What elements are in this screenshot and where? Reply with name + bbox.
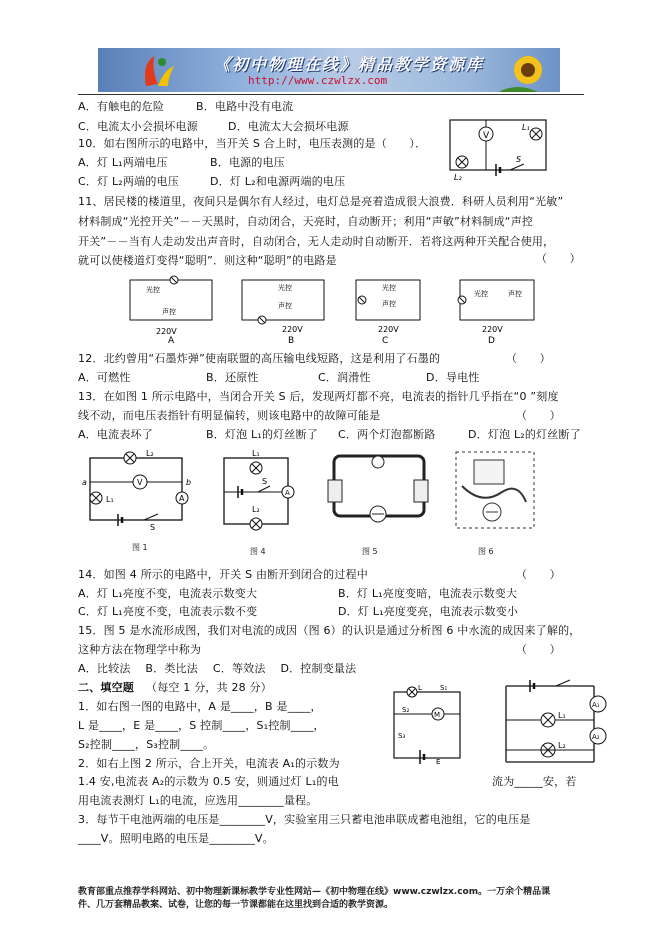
fill-2-line-2-end: 流为_____安，若 [492, 775, 577, 788]
q11d-letter: D [488, 336, 495, 346]
q11-circuit-a [126, 274, 216, 344]
q11b-light-label: 光控 [278, 284, 292, 292]
fig1-a-label: A [179, 494, 185, 503]
q14-stem: 14．如图 4 所示的电路中，开关 S 由断开到闭合的过程中 [78, 568, 368, 581]
fill2-a2-label: A₂ [592, 733, 600, 741]
header-rule [78, 94, 584, 95]
q9-option-a: A．有触电的危险 [78, 100, 165, 113]
q11c-volt-label: 220V [378, 325, 399, 334]
q9-option-b: B．电路中没有电流 [196, 100, 294, 113]
header-banner [98, 48, 560, 92]
q10-voltmeter-label: V [483, 131, 490, 141]
fig1-point-a: a [82, 478, 87, 487]
q14-answer-paren: （ ） [516, 568, 561, 581]
fill-1-line-3: S₂控制____，S₃控制____。 [78, 738, 215, 751]
fig1-l1-label: L₁ [106, 495, 114, 504]
q11d-sound-label: 声控 [508, 290, 522, 298]
q14-option-a: A．灯 L₁亮度不变，电流表示数变大 [78, 587, 258, 600]
q10-l1-label: L₁ [522, 123, 530, 132]
q15-options: A．比较法 B．类比法 C．等效法 D．控制变量法 [78, 662, 357, 675]
q11-circuit-b [238, 274, 328, 344]
q11-line-3: 开关”－－当有人走动发出声音时，自动闭合，无人走动时自动断开．若将这两种开关配合使用， [78, 235, 555, 248]
figure-1-caption: 图 1 [132, 543, 148, 552]
fill-1-circuit-diagram [384, 684, 474, 766]
q12-option-a: A．可燃性 [78, 371, 131, 384]
q14-option-c: C．灯 L₁亮度不变，电流表示数不变 [78, 605, 258, 618]
fill2-a1-label: A₁ [592, 701, 600, 709]
logo-icon [138, 50, 178, 90]
q13-option-a: A．电流表坏了 [78, 428, 153, 441]
fill1-s1-label: S₁ [440, 684, 448, 692]
q11-circuit-c [352, 274, 442, 344]
q10-option-a: A．灯 L₁两端电压 [78, 156, 168, 169]
q11d-light-label: 光控 [474, 290, 488, 298]
q11b-volt-label: 220V [282, 325, 303, 334]
fill-2-line-1: 2．如右上图 2 所示，合上开关，电流表 A₁的示数为 [78, 757, 340, 770]
q12-stem: 12．北约曾用“石墨炸弹”使南联盟的高压输电线短路，这是利用了石墨的 [78, 352, 441, 365]
q11-answer-paren: （ ） [536, 252, 581, 265]
q10-circuit-diagram [446, 112, 556, 184]
q11c-sound-label: 声控 [382, 300, 396, 308]
figure-6-water-diagram [452, 446, 542, 532]
fill1-l-label: L [418, 684, 422, 692]
q11c-letter: C [382, 336, 389, 346]
q10-option-d: D．灯 L₂和电源两端的电压 [210, 175, 346, 188]
fig4-a-label: A [285, 489, 290, 497]
q11c-light-label: 光控 [382, 284, 396, 292]
figure-6-caption: 图 6 [478, 547, 494, 556]
page-footer [78, 886, 588, 912]
fig1-point-b: b [186, 478, 192, 487]
q11a-letter: A [168, 336, 175, 346]
fill1-m-label: M [434, 711, 441, 719]
q14-option-b: B．灯 L₁亮度变暗，电流表示数变大 [338, 587, 518, 600]
q11b-letter: B [288, 336, 295, 346]
q10-l2-label: L₂ [454, 173, 462, 182]
q13-answer-paren: （ ） [516, 409, 561, 422]
fill-2-line-2: 1.4 安,电流表 A₂的示数为 0.5 安，则通过灯 L₁的电 [78, 775, 339, 788]
q12-option-c: C．润滑性 [318, 371, 371, 384]
q10-option-b: B．电源的电压 [210, 156, 285, 169]
q9-option-c: C．电流太小会损坏电源 [78, 120, 198, 133]
section-2-title: 二、填空题 [78, 681, 134, 694]
figure-4-caption: 图 4 [250, 547, 266, 556]
fig1-l2-label: L₂ [146, 449, 154, 458]
fill1-s3-label: S₃ [398, 732, 406, 740]
banner-url: http://www.czwlzx.com [248, 74, 388, 87]
q11-line-1: 11、居民楼的楼道里，夜间只是偶尔有人经过，电灯总是亮着造成很大浪费．科研人员利用“光敏” [78, 195, 564, 208]
q10-stem: 10．如右图所示的电路中，当开关 S 合上时，电压表测的是（ ）． [78, 137, 427, 150]
q11a-sound-label: 声控 [162, 308, 176, 316]
fill-2-line-3: 用电流表测灯 L₁的电流，应选用________量程。 [78, 794, 318, 807]
q10-option-c: C．灯 L₂两端的电压 [78, 175, 179, 188]
sunflower-icon [498, 48, 558, 92]
q15-answer-paren: （ ） [516, 643, 561, 656]
fill-1-line-2: L 是____，E 是____，S 控制____，S₁控制____， [78, 719, 325, 732]
banner-title: 《初中物理在线》精品教学资源库 [214, 55, 485, 74]
q11-circuit-d [456, 274, 546, 344]
fill1-e-label: E [436, 758, 441, 766]
fill2-l1-label: L₁ [558, 711, 566, 720]
q12-option-d: D．导电性 [426, 371, 480, 384]
q11-line-4: 就可以使楼道灯变得“聪明”．则这种“聪明”的电路是 [78, 254, 337, 267]
fill-3-line-2: ____V。照明电路的电压是________V。 [78, 832, 274, 845]
fig1-v-label: V [137, 478, 143, 487]
figure-5-caption: 图 5 [362, 547, 378, 556]
fill2-l2-label: L₂ [558, 741, 566, 750]
fig1-s-label: S [150, 523, 156, 532]
fill-2-circuit-diagram [496, 670, 614, 772]
fig4-l1-label: L₁ [252, 449, 260, 458]
fill-1-line-1: 1．如右图一图的电路中，A 是____，B 是____， [78, 700, 322, 713]
q13-option-c: C．两个灯泡都断路 [338, 428, 436, 441]
q11b-sound-label: 声控 [278, 302, 292, 310]
figure-1-circuit [82, 448, 192, 532]
fig4-l2-label: L₂ [252, 505, 260, 514]
q10-switch-label: S [516, 155, 522, 164]
q12-answer-paren: （ ） [506, 352, 551, 365]
q11a-light-label: 光控 [146, 286, 160, 294]
fill1-s2-label: S₂ [402, 706, 410, 714]
q11a-volt-label: 220V [156, 327, 177, 336]
q11d-volt-label: 220V [482, 325, 503, 334]
footer-line-2: 件、几万套精品教案、试卷，让您的每一节课都能在这里找到合适的教学资源。 [78, 900, 394, 910]
figure-4-circuit [218, 448, 298, 532]
q13-option-b: B．灯泡 L₁的灯丝断了 [206, 428, 318, 441]
q13-line-2: 线不动，而电压表指针有明显偏转，则该电路中的故障可能是 [78, 409, 381, 422]
fill-3-line-1: 3．每节干电池两端的电压是________V，实验室用三只蓄电池串联成蓄电池组，它的电压是 [78, 813, 531, 826]
q14-option-d: D．灯 L₁亮度变亮，电流表示数变小 [338, 605, 519, 618]
q13-line-1: 13．在如图 1 所示电路中，当闭合开关 S 后，发现两灯都不亮，电流表的指针几乎指在“0 ”刻度 [78, 390, 559, 403]
q13-option-d: D．灯泡 L₂的灯丝断了 [468, 428, 581, 441]
q12-option-b: B．还原性 [206, 371, 259, 384]
section-2-note: （每空 1 分，共 28 分） [146, 681, 272, 694]
q15-line-2: 这种方法在物理学中称为 [78, 643, 202, 656]
footer-line-1: 教育部重点推荐学科网站、初中物理新课标教学专业性网站—《初中物理在线》www.czwlzx.com。一万余个精品课 [78, 887, 551, 897]
figure-5-water-circuit [322, 446, 432, 532]
q9-option-d: D．电流太大会损坏电源 [228, 120, 349, 133]
q11-line-2: 材料制成“光控开关”－－天黑时，自动闭合，天亮时，自动断开；利用“声敏”材料制成“声控 [78, 215, 534, 228]
fig4-s-label: S [262, 477, 268, 486]
q15-line-1: 15．图 5 是水流形成图，我们对电流的成因（图 6）的认识是通过分析图 6 中水流的成因来了解的， [78, 624, 581, 637]
